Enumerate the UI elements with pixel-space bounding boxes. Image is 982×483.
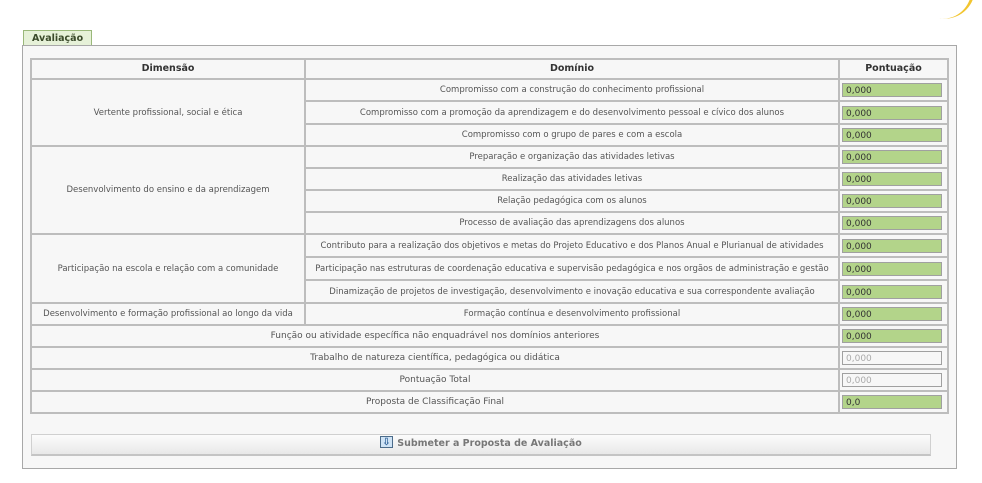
score-input[interactable]: 0,0 (842, 395, 942, 409)
score-input[interactable]: 0,000 (842, 307, 942, 321)
score-input[interactable]: 0,000 (842, 106, 942, 120)
score-cell (839, 369, 948, 391)
score-cell (839, 280, 948, 303)
score-input-disabled: 0,000 (842, 373, 942, 387)
header-dimension: Dimensão (31, 59, 305, 79)
table-row (31, 146, 948, 168)
table-row (31, 79, 948, 101)
decorative-arc (927, 0, 976, 23)
score-input[interactable]: 0,000 (842, 262, 942, 276)
domain-cell: Realização das atividades letivas (305, 168, 839, 190)
submit-download-icon (380, 436, 393, 448)
score-cell (839, 257, 948, 280)
score-input[interactable]: 0,000 (842, 172, 942, 186)
evaluation-table (30, 58, 949, 414)
header-score: Pontuação (839, 59, 948, 79)
summary-label-cell: Função ou atividade específica não enquadrável nos domínios anteriores (31, 325, 839, 347)
score-input[interactable]: 0,000 (842, 216, 942, 230)
table-row (31, 234, 948, 257)
dimension-cell: Participação na escola e relação com a comunidade (31, 234, 305, 303)
table-row (31, 391, 948, 413)
table-row (31, 325, 948, 347)
score-input[interactable]: 0,000 (842, 150, 942, 164)
score-input[interactable]: 0,000 (842, 83, 942, 97)
summary-label-cell: Proposta de Classificação Final (31, 391, 839, 413)
evaluation-panel (22, 45, 957, 469)
tab-avaliacao[interactable]: Avaliação (23, 30, 92, 46)
score-input[interactable]: 0,000 (842, 194, 942, 208)
score-input[interactable]: 0,000 (842, 285, 942, 299)
score-cell (839, 347, 948, 369)
domain-cell: Dinamização de projetos de investigação, desenvolvimento e inovação educativa e sua correspondente avaliação (305, 280, 839, 303)
domain-cell: Preparação e organização das atividades letivas (305, 146, 839, 168)
domain-cell: Compromisso com a promoção da aprendizagem e do desenvolvimento pessoal e cívico dos alunos (305, 101, 839, 124)
table-row (31, 369, 948, 391)
domain-cell: Processo de avaliação das aprendizagens dos alunos (305, 212, 839, 234)
domain-cell: Compromisso com o grupo de pares e com a escola (305, 124, 839, 146)
score-cell (839, 391, 948, 413)
score-cell (839, 190, 948, 212)
submit-evaluation-button[interactable] (31, 434, 931, 456)
dimension-cell: Vertente profissional, social e ética (31, 79, 305, 146)
dimension-cell: Desenvolvimento e formação profissional ao longo da vida (31, 303, 305, 325)
submit-label: Submeter a Proposta de Avaliação (397, 438, 582, 449)
score-cell (839, 101, 948, 124)
score-cell (839, 146, 948, 168)
domain-cell: Formação contínua e desenvolvimento profissional (305, 303, 839, 325)
header-domain: Domínio (305, 59, 839, 79)
domain-cell: Compromisso com a construção do conhecimento profissional (305, 79, 839, 101)
summary-label-cell: Trabalho de natureza científica, pedagógica ou didática (31, 347, 839, 369)
table-body (31, 79, 948, 413)
score-cell (839, 234, 948, 257)
dimension-cell: Desenvolvimento do ensino e da aprendizagem (31, 146, 305, 234)
table-row (31, 347, 948, 369)
score-cell (839, 79, 948, 101)
table-header-row (31, 59, 948, 79)
domain-cell: Participação nas estruturas de coordenação educativa e supervisão pedagógica e nos orgãos de administração e gestão (305, 257, 839, 280)
domain-cell: Relação pedagógica com os alunos (305, 190, 839, 212)
domain-cell: Contributo para a realização dos objetivos e metas do Projeto Educativo e dos Planos Anual e Plurianual de atividades (305, 234, 839, 257)
score-cell (839, 168, 948, 190)
score-input[interactable]: 0,000 (842, 329, 942, 343)
score-cell (839, 124, 948, 146)
table-row (31, 303, 948, 325)
summary-label-cell: Pontuação Total (31, 369, 839, 391)
score-input[interactable]: 0,000 (842, 239, 942, 253)
score-cell (839, 325, 948, 347)
score-cell (839, 212, 948, 234)
score-cell (839, 303, 948, 325)
score-input-disabled: 0,000 (842, 351, 942, 365)
score-input[interactable]: 0,000 (842, 128, 942, 142)
